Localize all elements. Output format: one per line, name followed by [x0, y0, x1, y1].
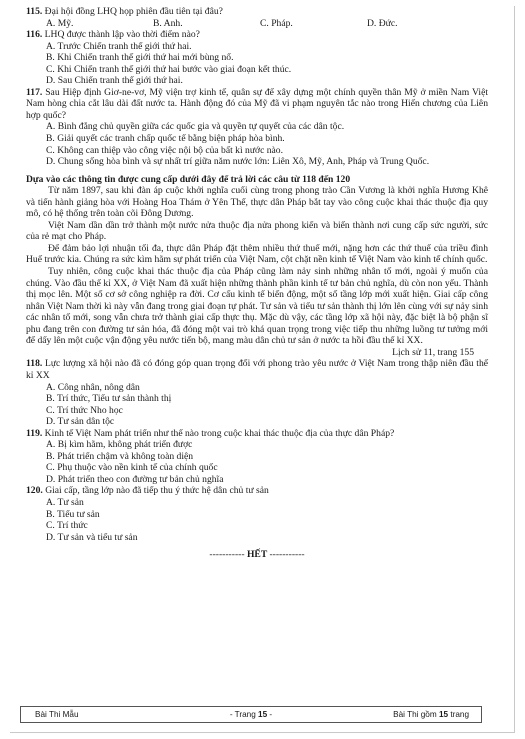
question-number: 120.: [26, 485, 43, 497]
answer-option: A. Công nhân, nông dân: [46, 381, 140, 393]
question-text: Giai cấp, tầng lớp nào đã tiếp thu ý thức hệ dân chủ tư sản: [45, 485, 269, 497]
answer-option: B. Anh.: [153, 17, 183, 29]
question-115: [26, 6, 488, 29]
footer-total-value: 15: [438, 710, 449, 719]
question-number: 119.: [26, 427, 43, 439]
footer-page-value: 15: [258, 710, 268, 719]
footer-exam-name: Bài Thi Mẫu: [35, 710, 79, 719]
answer-option: B. Khi Chiến tranh thế giới thứ hai mới bùng nổ.: [46, 52, 234, 64]
answer-option: D. Sau Chiến tranh thế giới thứ hai.: [46, 75, 183, 87]
question-120: [26, 485, 488, 543]
question-number: 116.: [26, 29, 43, 41]
footer-total-pages: [393, 707, 469, 722]
answer-option: A. Trước Chiến tranh thế giới thứ hai.: [46, 40, 192, 52]
answer-option: A. Bị kìm hãm, không phát triển được: [46, 439, 193, 451]
question-118: [26, 358, 488, 427]
passage-paragraph: Từ năm 1897, sau khi đàn áp cuộc khởi nghĩa cuối cùng trong phong trào Cần Vương là khởi nghĩa Hương Khê và tiến hành giảng hòa với Hoàng Hoa Thám ở Yên Thế, thực dân Pháp bắt tay vào công cuộc khai thác thuộc địa quy mô, có hệ thống trên toàn cõi Đông Dương.: [26, 185, 488, 220]
passage-paragraph: Để đảm bảo lợi nhuận tối đa, thực dân Pháp đặt thêm nhiều thứ thuế mới, nặng hơn các thứ thuế của triều đình Huế trước kia. Chúng ra sức kìm hãm sự phát triển của Việt Nam, cột chặt nền kinh tế Việt Nam vào kinh tế chính quốc.: [26, 242, 488, 266]
answer-option: C. Pháp.: [260, 17, 293, 29]
end-marker: [26, 549, 488, 561]
answer-option: A. Bình đẳng chủ quyền giữa các quốc gia và quyền tự quyết của các dân tộc.: [46, 121, 345, 133]
passage-source: Lịch sử 11, trang 155: [392, 346, 474, 358]
question-116: [26, 29, 488, 87]
answer-options: [26, 18, 488, 30]
footer-total-suffix: trang: [448, 710, 469, 719]
answer-option: D. Tư sản và tiểu tư sản: [46, 531, 138, 543]
footer-page-prefix: - Trang: [229, 710, 259, 719]
passage-paragraph: Việt Nam dần dần trở thành một nước nửa thuộc địa nửa phong kiến và biến thành nơi cung cấp sức người, sức của rẻ mạt cho Pháp.: [26, 219, 488, 243]
answer-option: D. Chung sống hòa bình và sự nhất trí giữa năm nước lớn: Liên Xô, Mỹ, Anh, Pháp và Trung Quốc.: [46, 156, 430, 168]
footer-total-prefix: Bài Thi gồm: [393, 710, 439, 719]
answer-option: A. Tư sản: [46, 496, 84, 508]
question-text: Sau Hiệp định Giơ-ne-vơ, Mỹ viện trợ kinh tế, quân sự để xây dựng một chính quyền thân Mỹ ở miền Nam Việt Nam hòng chia cắt lâu dài đất nước ta. Hành động đó của Mỹ đã vi phạm nguyên tắc nào trong Hiến chương của Liên hợp quốc?: [26, 86, 488, 121]
page-footer: [20, 706, 482, 723]
reading-passage: [26, 174, 488, 359]
end-text: HẾT: [246, 549, 268, 561]
answer-option: B. Trí thức, Tiểu tư sản thành thị: [46, 393, 172, 405]
answer-option: B. Tiểu tư sản: [46, 508, 100, 520]
answer-option: C. Trí thức: [46, 520, 88, 532]
passage-heading: Dựa vào các thông tin được cung cấp dưới đây để trả lời các câu từ 118 đến 120: [26, 173, 351, 185]
question-number: 117.: [26, 86, 43, 98]
question-119: [26, 428, 488, 486]
end-dashes: -----------: [269, 549, 305, 561]
document-content: [26, 6, 488, 561]
question-text: LHQ được thành lập vào thời điểm nào?: [44, 29, 200, 41]
answer-option: D. Đức.: [367, 17, 398, 29]
footer-page-suffix: -: [267, 710, 273, 719]
end-dashes: -----------: [209, 549, 245, 561]
answer-option: B. Giải quyết các tranh chấp quốc tế bằng biện pháp hòa bình.: [46, 133, 285, 145]
answer-option: C. Phụ thuộc vào nền kinh tế của chính quốc: [46, 462, 218, 474]
answer-option: C. Không can thiệp vào công việc nội bộ của bất kì nước nào.: [46, 144, 283, 156]
answer-option: B. Phát triển chậm và không toàn diện: [46, 450, 194, 462]
passage-paragraph: Tuy nhiên, công cuộc khai thác thuộc địa của Pháp cũng làm nảy sinh những nhân tố mới, ngoài ý muốn của chúng. Vào đầu thế kỉ XX, ở Việt Nam đã xuất hiện những thành phần kinh tế tư bản chủ nghĩa, dù còn non yếu. Thành thị mọc lên. Một số cơ sở công nghiệp ra đời. Cơ cấu kinh tế biến động, một số tầng lớp mới xuất hiện. Giai cấp công nhân Việt Nam thời kì này vẫn đang trong giai đoạn tự phát. Tư sản và tiểu tư sản thành thị lớn lên cùng với sự nảy sinh các nhân tố mới, song vẫn chưa trở thành giai cấp thực thụ. Mặc dù vậy, các tầng lớp xã hội này, đặc biệt là bộ phận sĩ phu đang trên con đường tư sản hóa, đã đóng một vai trò khá quan trọng trong việc tiếp thu những luồng tư tưởng mới để dấy lên một cuộc vận động yêu nước tiến bộ, mang màu dân chủ tư sản ở nước ta hồi đầu thế kỉ XX.: [26, 266, 488, 347]
answer-option: C. Trí thức Nho học: [46, 404, 123, 416]
question-text: Kinh tế Việt Nam phát triển như thế nào trong cuộc khai thác thuộc địa của thực dân Pháp?: [44, 427, 395, 439]
question-number: 118.: [26, 358, 43, 370]
answer-option: C. Khi Chiến tranh thế giới thứ hai bước vào giai đoạn kết thúc.: [46, 63, 292, 75]
question-text: Đại hội đồng LHQ họp phiên đầu tiên tại đâu?: [44, 6, 223, 17]
question-number: 115.: [26, 6, 43, 17]
question-text: Lực lượng xã hội nào đã có đóng góp quan trọng đối với phong trào yêu nước ở Việt Nam trong thập niên đầu thế kỉ XX: [26, 358, 489, 381]
answer-option: D. Phát triển theo con đường tư bản chủ nghĩa: [46, 473, 224, 485]
answer-option: A. Mỹ.: [46, 17, 74, 29]
answer-option: D. Tư sản dân tộc: [46, 416, 115, 428]
question-117: [26, 87, 488, 168]
